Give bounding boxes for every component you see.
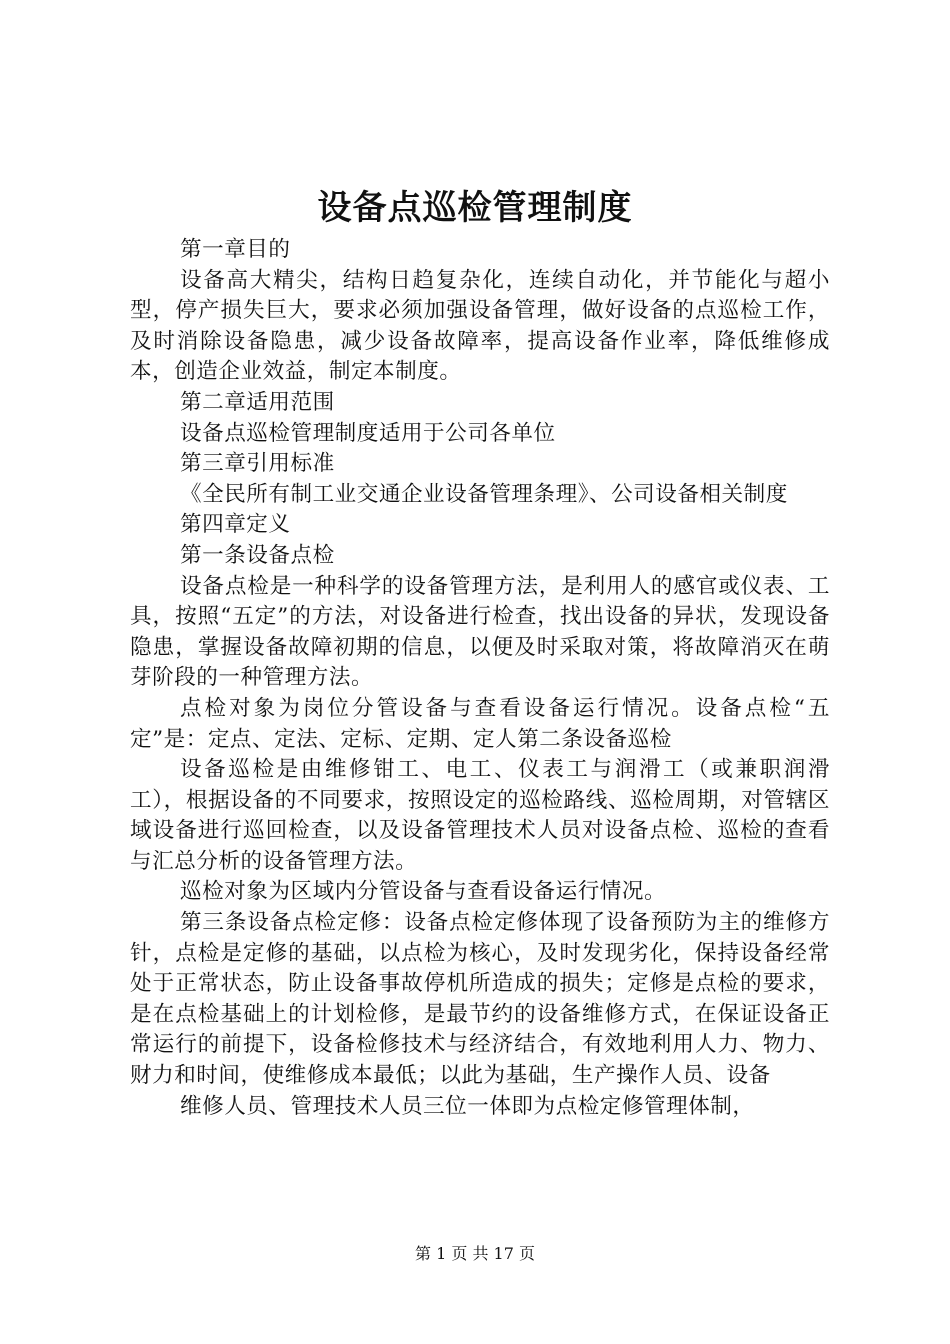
body-paragraph: 第三条设备点检定修：设备点检定修体现了设备预防为主的维修方针，点检是定修的基础，以点检为核心，及时发现劣化，保持设备经常处于正常状态，防止设备事故停机所造成的损失；定修是点检的要求，是在点检基础上的计划检修，是最节约的设备维修方式，在保证设备正常运行的前提下，设备检修技术与经济结合，有效地利用人力、物力、财力和时间，使维修成本最低；以此为基础，生产操作人员、设备 [130,910,830,1089]
document-body [130,235,830,1122]
body-paragraph: 设备高大精尖，结构日趋复杂化，连续自动化，并节能化与超小型，停产损失巨大，要求必须加强设备管理，做好设备的点巡检工作，及时消除设备隐患，减少设备故障率，提高设备作业率，降低维修成本，创造企业效益，制定本制度。 [130,267,830,385]
chapter-heading: 第二章适用范围 [180,389,335,415]
chapter-heading: 第三章引用标准 [180,451,335,477]
body-paragraph: 维修人员、管理技术人员三位一体即为点检定修管理体制， [180,1093,755,1119]
page-number-footer: 第 1 页 共 17 页 [415,1244,535,1263]
body-paragraph: 《全民所有制工业交通企业设备管理条理》、公司设备相关制度 [180,481,788,507]
body-paragraph: 点检对象为岗位分管设备与查看设备运行情况。设备点检“五定”是：定点、定法、定标、定期、定人第二条设备巡检 [130,695,830,752]
chapter-heading: 第四章定义 [180,512,291,538]
body-paragraph: 巡检对象为区域内分管设备与查看设备运行情况。 [180,879,667,905]
chapter-heading: 第一章目的 [180,237,291,262]
body-paragraph: 设备点巡检管理制度适用于公司各单位 [180,420,556,446]
body-paragraph: 设备点检是一种科学的设备管理方法，是利用人的感官或仪表、工具，按照“五定”的方法，对设备进行检查，找出设备的异状，发现设备隐患，掌握设备故障初期的信息，以便及时采取对策，将故障消灭在萌芽阶段的一种管理方法。 [130,573,830,691]
body-paragraph: 设备巡检是由维修钳工、电工、仪表工与润滑工（或兼职润滑工），根据设备的不同要求，按照设定的巡检路线、巡检周期，对管辖区域设备进行巡回检查，以及设备管理技术人员对设备点检、巡检的查看与汇总分析的设备管理方法。 [130,757,830,874]
document-title: 设备点巡检管理制度 [317,188,633,228]
article-heading: 第一条设备点检 [180,542,335,568]
